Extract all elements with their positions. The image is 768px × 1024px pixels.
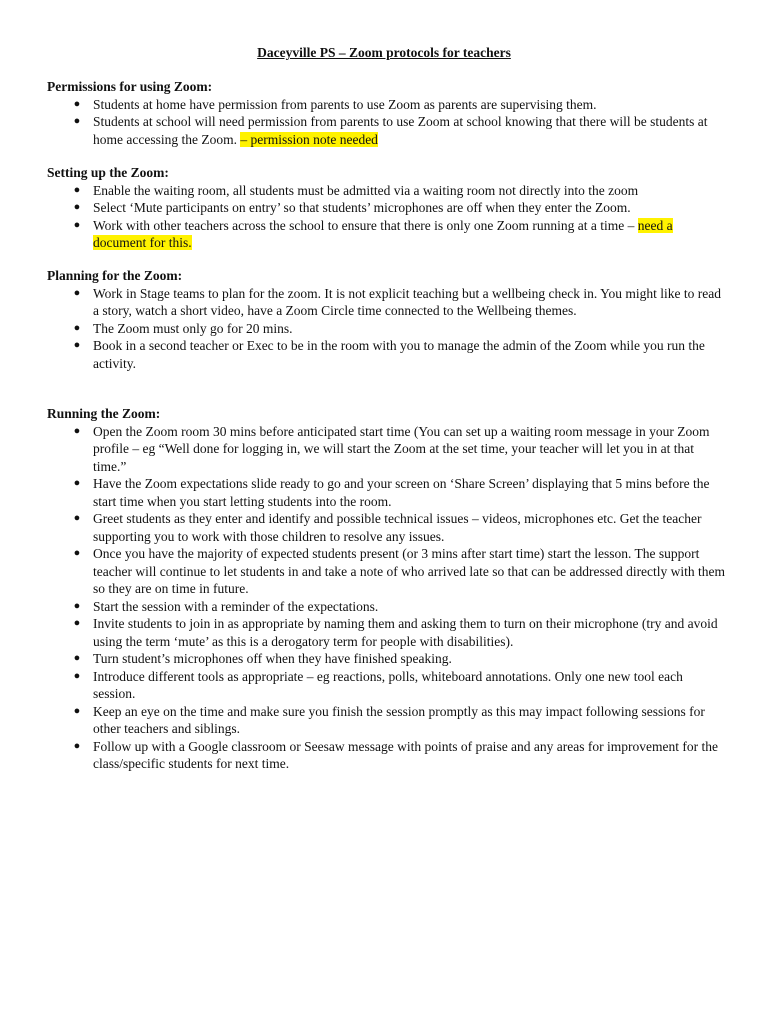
document-title: Daceyville PS – Zoom protocols for teachers [257, 45, 511, 60]
list-item [47, 423, 727, 476]
list-item-text: Book in a second teacher or Exec to be in the room with you to manage the admin of the Zoom while you run the activity. [93, 338, 705, 371]
list-item [47, 510, 727, 545]
list-item [47, 475, 727, 510]
bullet-list [47, 423, 727, 773]
bullet-icon: ● [73, 739, 81, 752]
bullet-list [47, 285, 727, 373]
list-item-text: Students at school will need permission from parents to use Zoom at school knowing that there will be students at home accessing the Zoom. [93, 114, 708, 147]
section-heading: Running the Zoom: [47, 406, 161, 421]
list-item-text: The Zoom must only go for 20 mins. [93, 320, 293, 336]
list-item [47, 650, 727, 668]
list-item [47, 545, 727, 598]
highlighted-note: – permission note needed [240, 131, 378, 147]
list-item-text: Students at home have permission from parents to use Zoom as parents are supervising them. [93, 96, 597, 112]
list-item [47, 320, 727, 338]
bullet-icon: ● [73, 512, 81, 524]
list-item-text: Work with other teachers across the school to ensure that there is only one Zoom running at a time – [93, 217, 638, 233]
section-heading: Planning for the Zoom: [47, 268, 183, 283]
section-running [47, 405, 727, 773]
bullet-icon: ● [73, 97, 81, 110]
bullet-icon: ● [73, 321, 81, 334]
list-item [47, 668, 727, 703]
bullet-icon: ● [73, 477, 81, 489]
highlighted-note: need a document for this. [93, 217, 673, 250]
list-item [47, 703, 727, 738]
bullet-icon: ● [73, 547, 81, 559]
list-item [47, 199, 727, 217]
section-heading: Permissions for using Zoom: [47, 79, 213, 94]
list-item [47, 615, 727, 650]
list-item-text: Once you have the majority of expected students present (or 3 mins after start time) start the lesson. The support teacher will continue to let students in and take a note of who arrived late so that can be addressed directly with them so they are on time in future. [93, 546, 726, 596]
bullet-list [47, 96, 727, 149]
bullet-list [47, 182, 727, 252]
list-item-text: Invite students to join in as appropriate by naming them and asking them to turn on their microphone (try and avoid using the term ‘mute’ as this is a derogatory term for people with disabilities). [93, 616, 718, 649]
list-item [47, 113, 727, 148]
bullet-icon: ● [73, 599, 81, 612]
section-heading: Setting up the Zoom: [47, 165, 169, 180]
bullet-icon: ● [73, 617, 81, 629]
bullet-icon: ● [73, 218, 81, 231]
list-item-text: Select ‘Mute participants on entry’ so that students’ microphones are off when they enter the Zoom. [93, 200, 631, 215]
list-item-text: Introduce different tools as appropriate – eg reactions, polls, whiteboard annotations. Only one new tool each session. [93, 668, 683, 701]
bullet-icon: ● [73, 669, 81, 682]
list-item [47, 96, 727, 114]
list-item-text: Turn student’s microphones off when they have finished speaking. [93, 651, 452, 666]
list-item-text: Start the session with a reminder of the expectations. [93, 598, 379, 614]
list-item-text: Work in Stage teams to plan for the zoom. It is not explicit teaching but a wellbeing check in. You might like to read a story, watch a short video, have a Zoom Circle time connected to the Wellbeing themes. [93, 285, 722, 318]
list-item-text: Keep an eye on the time and make sure you finish the session promptly as this may impact following sessions for other teachers and siblings. [93, 703, 705, 736]
list-item-text: Greet students as they enter and identify and possible technical issues – videos, microphones etc. Get the teacher supporting you to work with those children to resolve any issues. [93, 511, 702, 544]
bullet-icon: ● [73, 339, 81, 351]
bullet-icon: ● [73, 286, 81, 299]
bullet-icon: ● [73, 115, 81, 127]
list-item [47, 738, 727, 773]
list-item-text: Have the Zoom expectations slide ready to go and your screen on ‘Share Screen’ displaying that 5 mins before the start time when you start letting students into the room. [93, 476, 710, 509]
bullet-icon: ● [73, 704, 81, 717]
list-item-text: Open the Zoom room 30 mins before anticipated start time (You can set up a waiting room message in your Zoom profile – eg “Well done for logging in, we will start the Zoom at the set time, your teacher will let you in at that time.” [93, 423, 710, 474]
section-setting-up [47, 164, 727, 252]
bullet-icon: ● [73, 652, 81, 664]
list-item [47, 182, 727, 200]
bullet-icon: ● [73, 183, 81, 196]
list-item [47, 217, 727, 252]
list-item-text: Follow up with a Google classroom or Seesaw message with points of praise and any areas for improvement for the class/specific students for next time. [93, 738, 718, 771]
bullet-icon: ● [73, 201, 81, 213]
list-item [47, 337, 727, 372]
list-item [47, 598, 727, 616]
section-planning [47, 267, 727, 372]
list-item [47, 285, 727, 320]
list-item-text: Enable the waiting room, all students must be admitted via a waiting room not directly into the zoom [93, 182, 639, 198]
bullet-icon: ● [73, 424, 81, 437]
section-permissions [47, 78, 727, 148]
